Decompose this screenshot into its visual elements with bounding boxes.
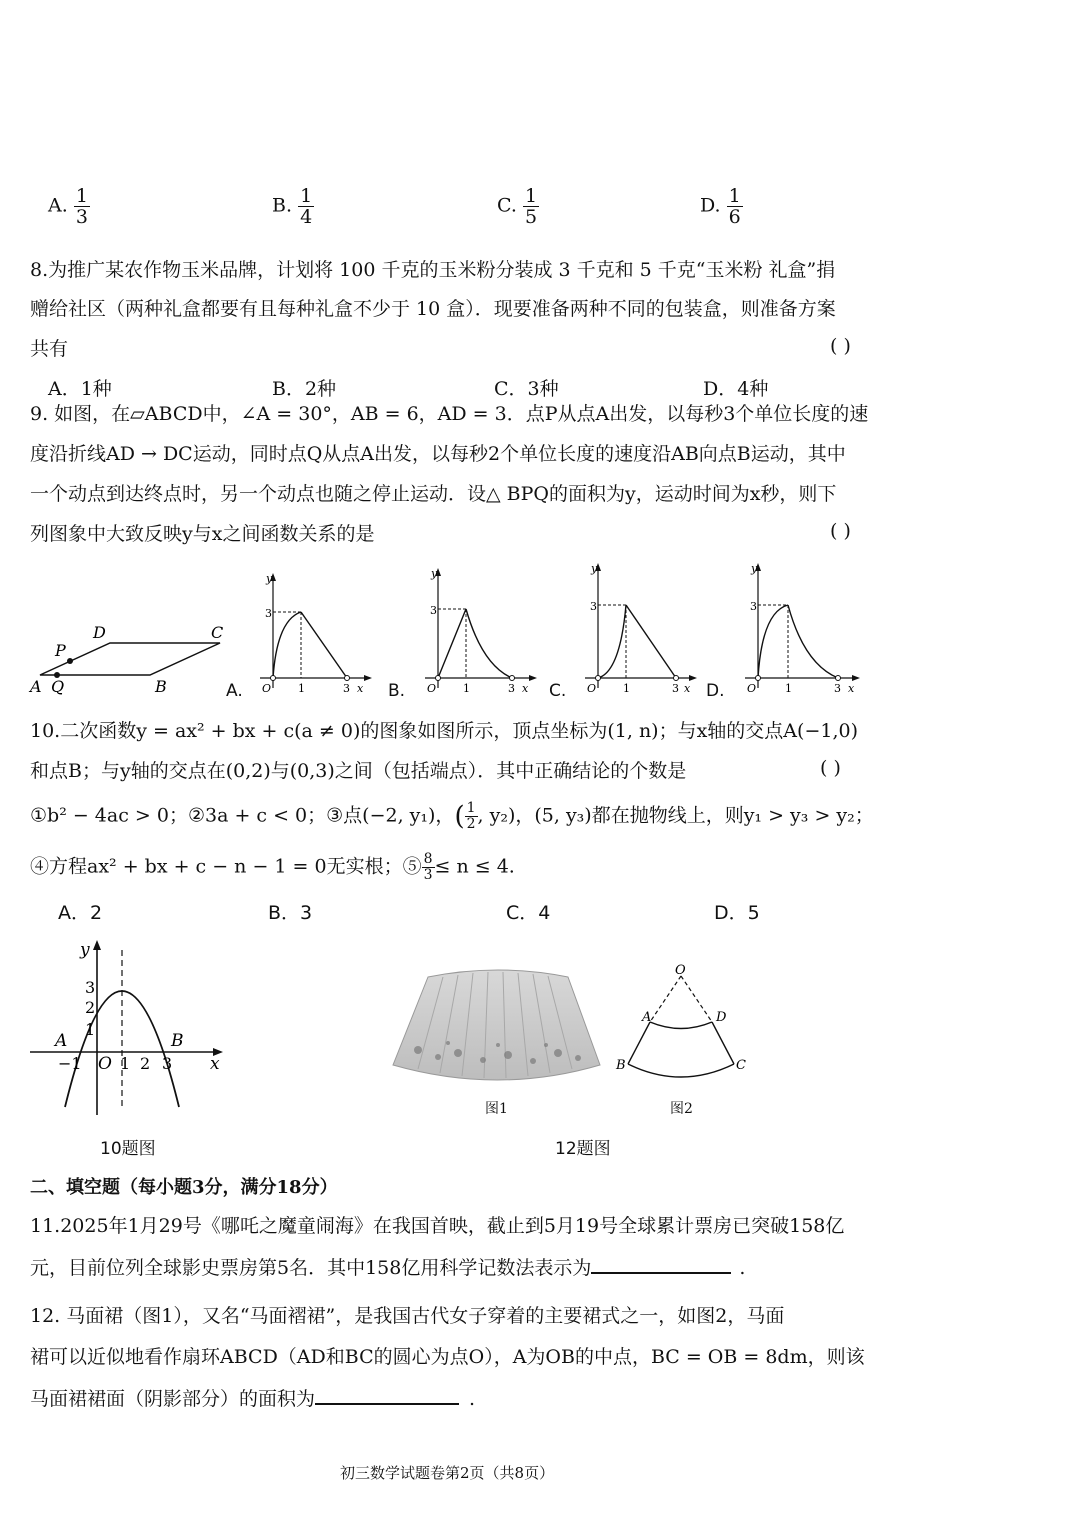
fraction [298,186,314,227]
point-label-d: D [716,1010,727,1025]
caption-q12: 12题图 [555,1139,611,1159]
tick-x3: 3 [343,682,350,695]
graph-label-a: A. [226,681,243,701]
q11-answer-blank[interactable] [591,1252,731,1274]
page-footer: 初三数学试题卷第2页（共8页） [340,1464,555,1482]
sector-ring-figure [612,960,752,1085]
tick-y3: 3 [750,600,757,613]
q7-option-b [272,186,314,227]
skirt-photo [388,965,608,1095]
numerator: 1 [524,185,538,207]
graph-label-d: D. [706,681,725,701]
numerator: 1 [75,185,88,207]
numerator: 8 [423,851,433,867]
q7-option-d [700,186,743,227]
tick-y3: 3 [265,607,272,620]
axis-label-x: x [848,682,855,695]
denominator: 4 [300,206,313,228]
numerator: 1 [728,185,741,207]
q12-line-2: 裙可以近似地看作扇环ABCD（AD和BC的圆心为点O），A为OB的中点，BC = OB = 8dm，则该 [30,1346,865,1368]
q12-line-3-text: 马面裙裙面（阴影部分）的面积为 [30,1388,316,1410]
q9-line-1: 9. 如图，在▱ABCD中，∠A = 30°，AB = 6，AD = 3．点P从点A出发，以每秒3个单位长度的速 [30,403,869,425]
numerator: 1 [300,185,313,207]
tick-x1: 1 [463,682,470,695]
q10-parabola-graph [25,935,235,1120]
option-letter: C. [497,194,517,217]
axis-label-y: y [80,940,90,960]
axis-label-x: x [357,682,364,695]
q10-option-a: A．2 [58,902,103,924]
q10-line-4-part-2: ≤ n ≤ 4. [434,855,515,878]
tick-x-3: 3 [162,1054,173,1073]
axis-label-y: y [751,562,758,575]
q8-option-c: C．3种 [494,378,559,400]
fraction-half [465,801,478,832]
q12-end: . [469,1388,476,1410]
fig2-label: 图2 [670,1101,693,1117]
q10-line-4-part-1: ④方程ax² + bx + c − n − 1 = 0无实根；⑤ [30,855,422,878]
tick-x1: 1 [623,682,630,695]
point-label-p: P [55,641,66,660]
tick-y3: 3 [430,604,437,617]
q10-line-3 [30,801,874,832]
q10-line-3-part-1: ①b² − 4ac > 0；②3a + c < 0；③点(−2, y₁)， [30,804,455,827]
option-letter: B. [272,194,293,217]
fraction-eight-thirds [422,852,435,883]
q7-option-a [48,186,90,227]
axis-label-x: x [210,1054,220,1074]
q8-line-3: 共有 [30,338,69,360]
axis-label-y: y [431,567,438,580]
q10-answer-paren: ( ) [820,757,841,779]
q11-line-2-text: 元，目前位列全球影史票房第5名．其中158亿用科学记数法表示为 [30,1257,592,1279]
q8-option-d: D．4种 [703,378,769,400]
fig1-label: 图1 [485,1101,508,1117]
q8-line-2: 赠给社区（两种礼盒都要有且每种礼盒不少于 10 盒）．现要准备两种不同的包装盒，则准备方案 [30,298,836,320]
option-letter: A. [48,194,68,217]
q9-line-3: 一个动点到达终点时，另一个动点也随之停止运动．设△ BPQ的面积为y，运动时间为x秒，则下 [30,483,837,505]
tick-minus-1: −1 [58,1054,82,1073]
tick-x3: 3 [508,682,515,695]
origin-label: O [747,682,757,695]
tick-x1: 1 [298,682,305,695]
denominator: 2 [466,816,476,832]
denominator: 3 [423,867,433,883]
point-label-a: A [55,1031,68,1051]
origin-label: O [587,682,597,695]
tick-x3: 3 [672,682,679,695]
q10-line-2: 和点B；与y轴的交点在(0,2)与(0,3)之间（包括端点）．其中正确结论的个数是 [30,760,687,782]
tick-x3: 3 [834,682,841,695]
q11-line-1: 11.2025年1月29号《哪吒之魔童闹海》在我国首映，截止到5月19号全球累计票房已突破158亿 [30,1215,845,1237]
q11-end: . [739,1257,746,1279]
point-label-a: A [642,1010,652,1025]
point-label-b: B [171,1031,184,1051]
tick-y-1: 1 [85,1020,96,1039]
q8-option-a: A．1种 [48,378,112,400]
q12-line-1: 12. 马面裙（图1），又名“马面褶裙”，是我国古代女子穿着的主要裙式之一，如图2，马面 [30,1305,785,1327]
q9-graph-b [420,565,540,695]
q12-answer-blank[interactable] [315,1383,459,1405]
tick-x-1: 1 [120,1054,131,1073]
point-label-c: C [736,1058,746,1073]
axis-label-x: x [684,682,691,695]
q10-line-4 [30,852,515,883]
fraction [74,186,90,227]
q9-graph-a [255,570,375,695]
origin-label: O [98,1054,112,1074]
section-2-title: 二、填空题（每小题3分，满分18分） [30,1177,338,1198]
parallelogram-figure [25,620,235,700]
axis-label-y: y [591,562,598,575]
q10-option-c: C．4 [506,902,551,924]
point-label-b: B [155,677,167,696]
fraction [523,186,539,227]
numerator: 1 [466,800,476,816]
fraction [727,186,743,227]
axis-label-x: x [522,682,529,695]
big-paren-left: ( [454,801,465,832]
tick-x1: 1 [785,682,792,695]
point-label-a: A [30,677,42,696]
point-label-c: C [211,623,224,642]
denominator: 3 [75,206,88,228]
q9-graph-c [580,560,700,695]
q10-line-3-part-2: , y₂)，(5, y₃)都在抛物线上，则y₁ > y₃ > y₂； [477,804,874,827]
option-letter: D. [700,194,721,217]
q11-line-2 [30,1252,745,1282]
q9-line-2: 度沿折线AD → DC运动，同时点Q从点A出发，以每秒2个单位长度的速度沿AB向点B运动，其中 [30,443,846,465]
denominator: 6 [728,206,741,228]
denominator: 5 [524,206,538,228]
point-label-b: B [616,1058,626,1073]
q10-line-1: 10.二次函数y = ax² + bx + c(a ≠ 0)的图象如图所示，顶点坐标为(1, n)；与x轴的交点A(−1,0) [30,720,858,742]
point-label-o: O [675,963,686,978]
q8-option-b: B．2种 [272,378,337,400]
q12-line-3 [30,1383,475,1413]
tick-y3: 3 [590,600,597,613]
caption-q10: 10题图 [100,1139,156,1159]
axis-label-y: y [266,572,273,585]
q8-line-1: 8.为推广某农作物玉米品牌，计划将 100 千克的玉米粉分装成 3 千克和 5 千克“玉米粉 礼盒”捐 [30,259,836,281]
tick-y-3: 3 [85,978,96,997]
origin-label: O [262,682,272,695]
q7-option-c [497,186,539,227]
origin-label: O [427,682,437,695]
q9-answer-paren: ( ) [830,520,851,542]
graph-label-b: B. [388,681,406,701]
q10-option-b: B．3 [268,902,313,924]
graph-label-c: C. [549,681,567,701]
tick-x-2: 2 [140,1054,151,1073]
q9-line-4: 列图象中大致反映y与x之间函数关系的是 [30,523,375,545]
q9-graph-d [740,560,865,695]
point-label-d: D [93,623,106,642]
point-label-q: Q [51,677,65,696]
tick-y-2: 2 [85,998,96,1017]
q8-answer-paren: ( ) [830,335,851,357]
q10-option-d: D．5 [714,902,760,924]
